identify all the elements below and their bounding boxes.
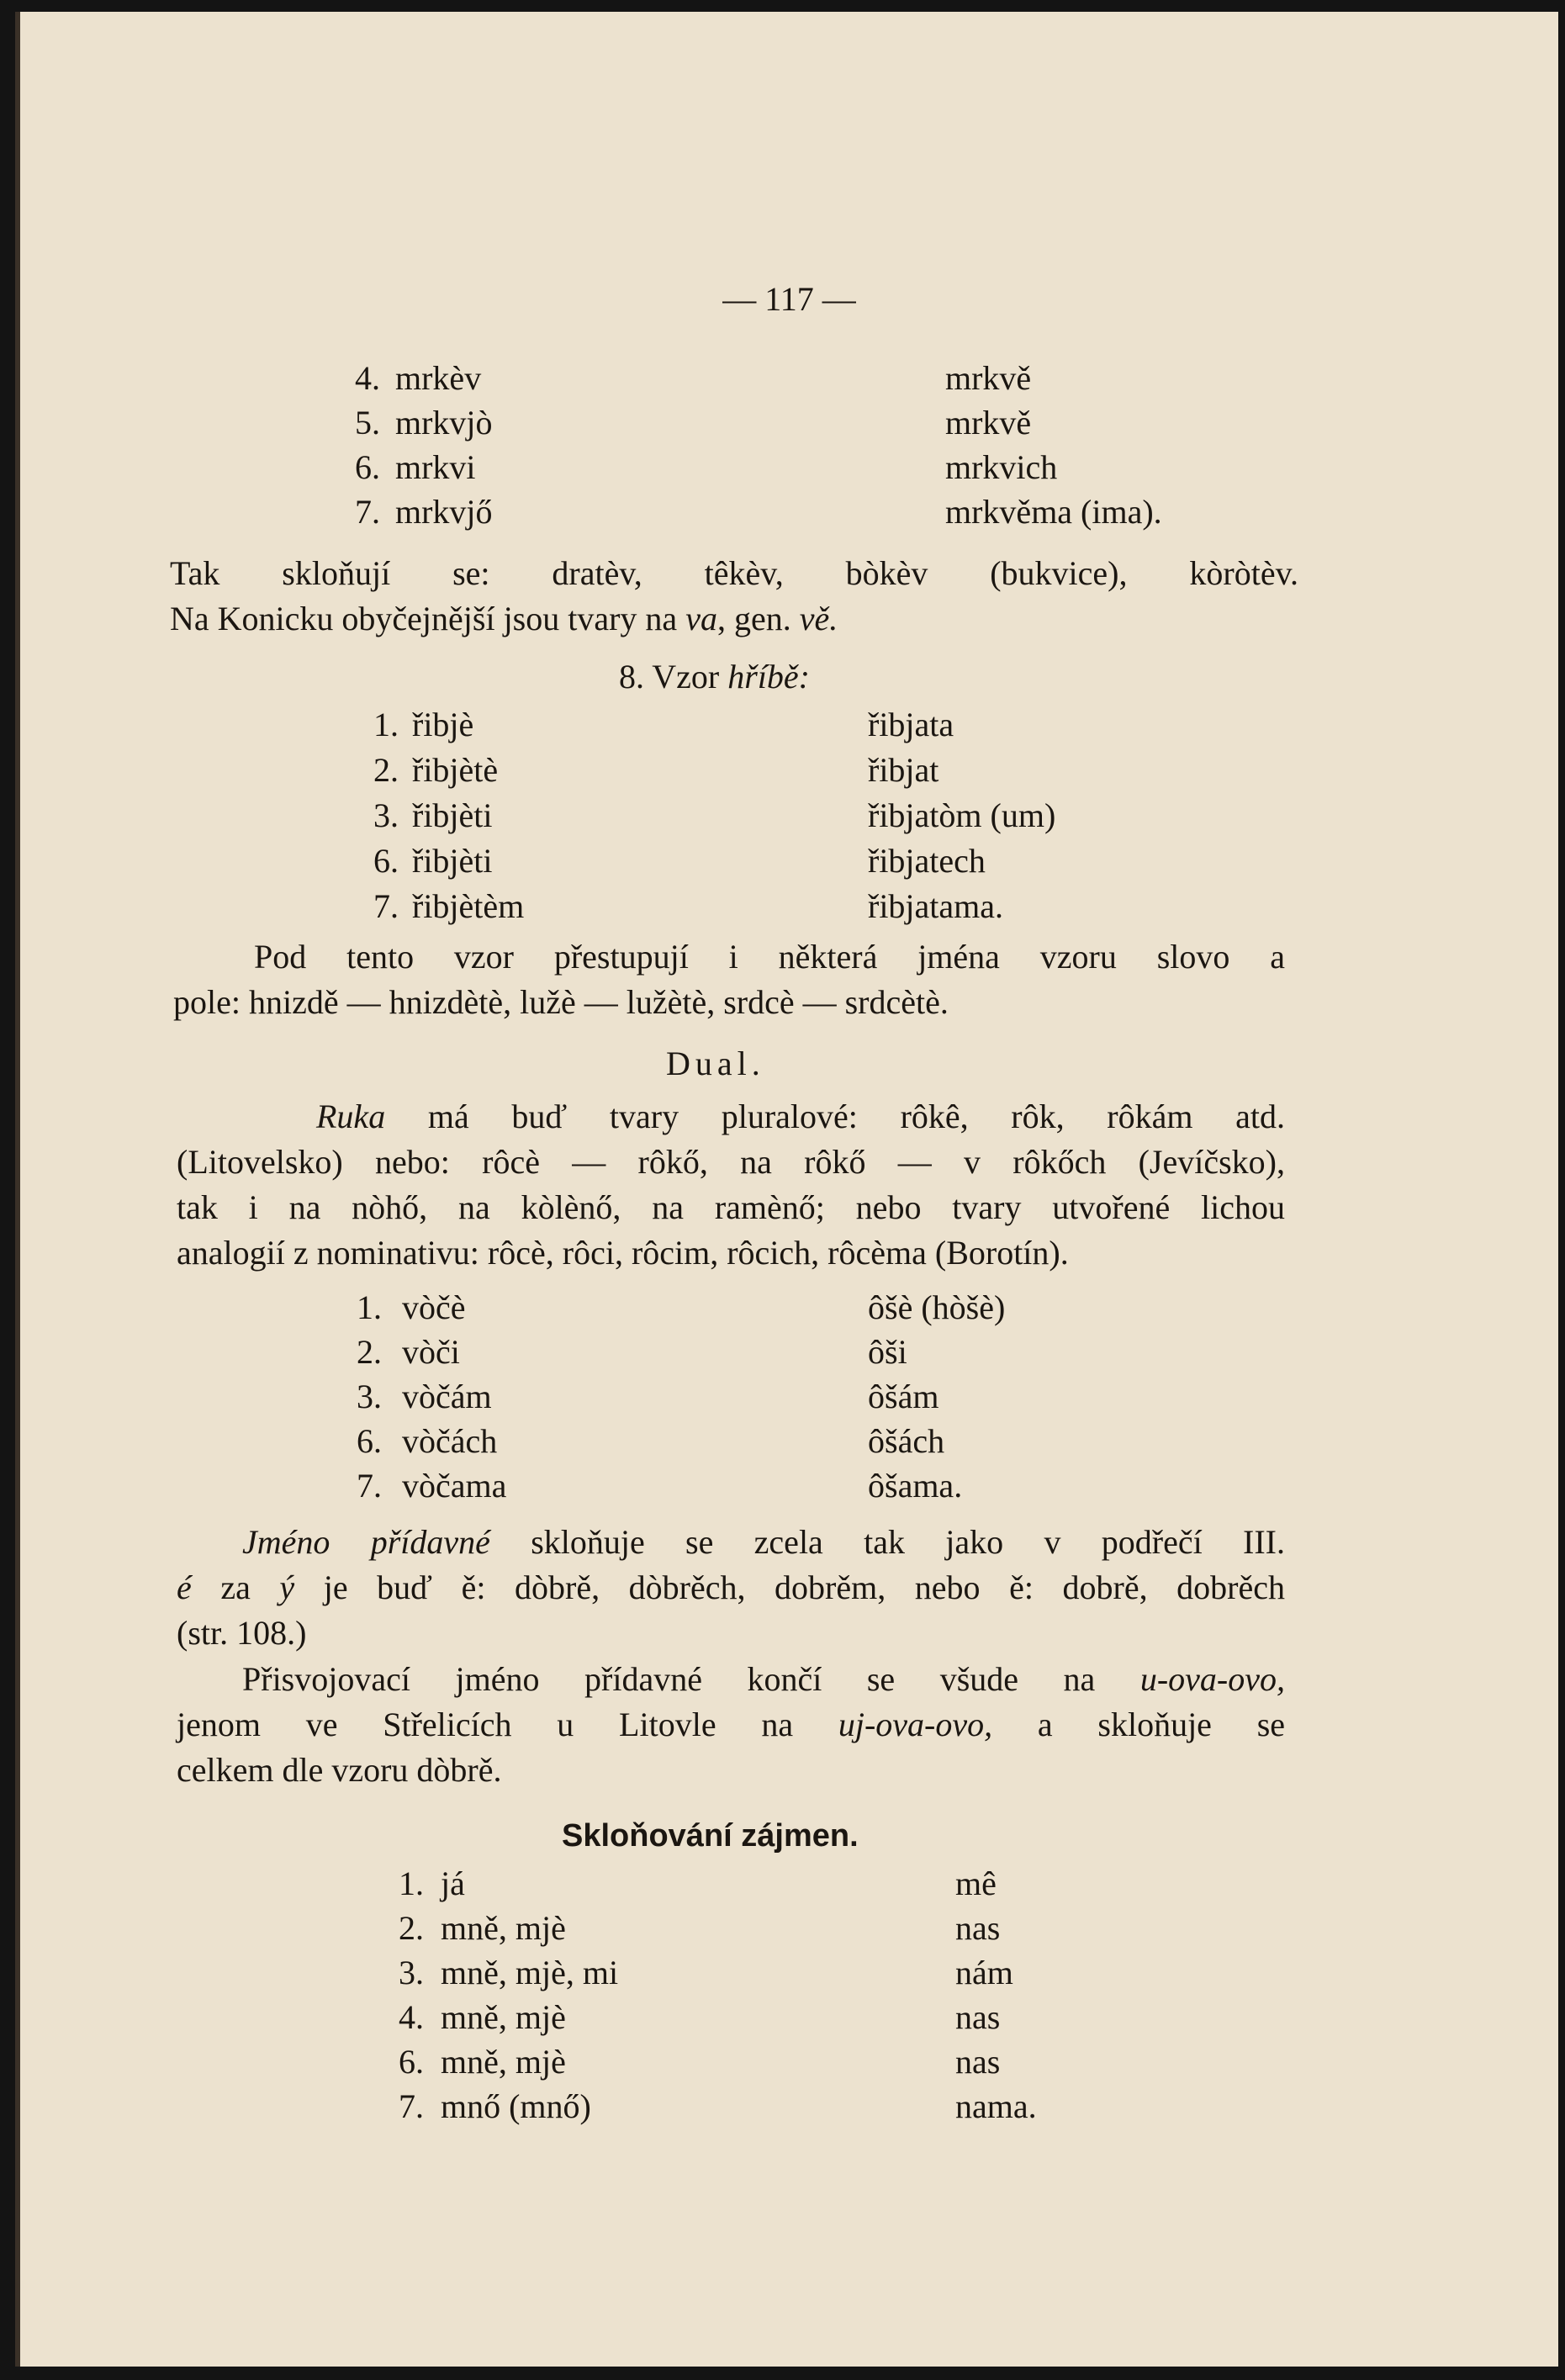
table-row-num: 6. [355, 448, 380, 486]
book-page [15, 12, 1558, 2367]
paragraph-line [177, 1094, 1285, 1140]
table-row-num: 2. [357, 1333, 382, 1371]
table-row-num: 1. [373, 706, 399, 743]
table-row-plural: řibjat [868, 751, 939, 789]
line-text: , gen. [716, 600, 791, 637]
table-row-plural: mrkvěma (ima). [945, 493, 1162, 531]
pattern-heading [619, 655, 810, 699]
table-row-plural: řibjatama. [868, 887, 1004, 925]
table-row-num: 6. [373, 842, 399, 880]
paragraph-declension-note [170, 551, 1298, 642]
table-row-num: 3. [373, 796, 399, 834]
table-row-plural: mrkvě [945, 404, 1032, 442]
term-adjective: Jméno přídavné [242, 1523, 490, 1561]
table-row-num: 7. [355, 493, 380, 531]
table-row-plural: mrkvě [945, 359, 1032, 397]
paragraph-possessive [177, 1657, 1285, 1793]
table-row-num: 7. [399, 2087, 424, 2125]
table-row-num: 5. [355, 404, 380, 442]
table-row-singular: já [441, 1864, 465, 1902]
paragraph-pattern-transfer [173, 934, 1285, 1025]
table-row-right: ôši [868, 1333, 907, 1371]
letter-y: ý [279, 1568, 295, 1606]
table-row-singular: mrkvjò [395, 404, 493, 442]
table-row-num: 6. [357, 1422, 382, 1460]
line-text: Přisvojovací jméno přídavné končí se všude na [242, 1660, 1096, 1698]
table-row-plural: nama. [955, 2087, 1037, 2125]
table-row-singular: řibjèti [412, 796, 493, 834]
table-row-plural: mrkvich [945, 448, 1058, 486]
table-row-plural: mê [955, 1864, 997, 1902]
paragraph-line [177, 1565, 1285, 1610]
table-row-num: 2. [373, 751, 399, 789]
table-row-singular: řibjètè [412, 751, 499, 789]
table-row-singular: mně, mjè, mi [441, 1954, 619, 1991]
table-row-singular: mně, mjè [441, 1998, 566, 2036]
table-row-left: vòčè [402, 1288, 466, 1326]
paragraph-line: Tak skloňují se: dratèv, têkèv, bòkèv (bukvice), kòròtèv. [170, 554, 1298, 592]
paragraph-line [177, 1520, 1285, 1565]
table-row-singular: řibjèti [412, 842, 493, 880]
paragraph-line [177, 1702, 1285, 1748]
line-text: a skloňuje se [992, 1706, 1286, 1743]
table-row-left: vòči [402, 1333, 460, 1371]
table-row-plural: nas [955, 1998, 1001, 2036]
table-row-right: ôšè (hòšè) [868, 1288, 1006, 1326]
line-text: jenom ve Střelicích u Litovle na [177, 1706, 794, 1743]
table-row-left: vòčám [402, 1378, 492, 1415]
paragraph-line: (Litovelsko) nebo: rôcè — rôkő, na rôkő — v rôkőch (Jevíčsko), [177, 1143, 1285, 1181]
paragraph-line [177, 1657, 1285, 1702]
dual-heading: Dual. [666, 1045, 765, 1082]
paragraph-line: pole: hnizdě — hnizdètè, lužè — lužètè, srdcè — srdcètè. [173, 983, 949, 1021]
paragraph-line [170, 596, 1298, 642]
table-row-singular: řibjètèm [412, 887, 525, 925]
paragraph-line: (str. 108.) [177, 1614, 307, 1652]
table-row-num: 1. [399, 1864, 424, 1902]
table-row-num: 2. [399, 1909, 424, 1947]
table-row-singular: řibjè [412, 706, 474, 743]
table-row-plural: nas [955, 2043, 1001, 2081]
line-text: skloňuje se zcela tak jako v podřečí III. [489, 1523, 1285, 1561]
page-number: — 117 — [722, 280, 856, 318]
ending-ve: vě. [799, 600, 838, 637]
ending-u-ova-ovo: u-ova-ovo, [1139, 1660, 1285, 1698]
table-row-right: ôšám [868, 1378, 939, 1415]
table-row-num: 4. [355, 359, 380, 397]
table-row-singular: mrkvi [395, 448, 476, 486]
line-text: Na Konicku obyčejnější jsou tvary na [170, 600, 678, 637]
ending-uj-ova-ovo: uj-ova-ovo, [838, 1706, 993, 1743]
table-row-left: vòčách [402, 1422, 498, 1460]
table-row-right: ôšama. [868, 1467, 963, 1505]
heading-word: hříbě: [727, 658, 811, 695]
table-row-plural: řibjatech [868, 842, 986, 880]
paragraph-line: tak i na nòhő, na kòlènő, na ramènő; nebo tvary utvořené lichou [177, 1188, 1285, 1226]
table-row-right: ôšách [868, 1422, 945, 1460]
letter-e: é [177, 1568, 192, 1606]
paragraph-line: Pod tento vzor přestupují i některá jména vzoru slovo a [254, 938, 1285, 976]
paragraph-line: analogií z nominativu: rôcè, rôci, rôcim, rôcich, rôcèma (Borotín). [177, 1234, 1069, 1272]
table-row-singular: mně, mjè [441, 1909, 566, 1947]
table-row-singular: mnő (mnő) [441, 2087, 591, 2125]
table-row-singular: mrkèv [395, 359, 482, 397]
table-row-num: 7. [373, 887, 399, 925]
heading-prefix: 8. Vzor [619, 658, 720, 695]
line-text: za [191, 1568, 280, 1606]
table-row-plural: řibjatòm (um) [868, 796, 1056, 834]
table-row-singular: mrkvjő [395, 493, 493, 531]
table-row-left: vòčama [402, 1467, 507, 1505]
table-row-num: 7. [357, 1467, 382, 1505]
table-row-plural: nám [955, 1954, 1013, 1991]
line-text: je buď ě: dòbrě, dòbrěch, dobrěm, nebo ě: dobrě, dobrěch [294, 1568, 1285, 1606]
ending-va: va [685, 600, 717, 637]
table-row-plural: nas [955, 1909, 1001, 1947]
table-row-num: 4. [399, 1998, 424, 2036]
table-row-plural: řibjata [868, 706, 954, 743]
table-row-num: 1. [357, 1288, 382, 1326]
table-row-num: 3. [357, 1378, 382, 1415]
section-heading-pronouns: Skloňování zájmen. [562, 1818, 859, 1854]
paragraph-line: celkem dle vzoru dòbrě. [177, 1751, 502, 1789]
table-row-num: 6. [399, 2043, 424, 2081]
word-ruka: Ruka [316, 1097, 386, 1135]
table-row-num: 3. [399, 1954, 424, 1991]
line-text: má buď tvary pluralové: rôkê, rôk, rôkám atd. [385, 1097, 1285, 1135]
table-row-singular: mně, mjè [441, 2043, 566, 2081]
paragraph-adjective [177, 1520, 1285, 1656]
paragraph-dual [177, 1094, 1285, 1276]
